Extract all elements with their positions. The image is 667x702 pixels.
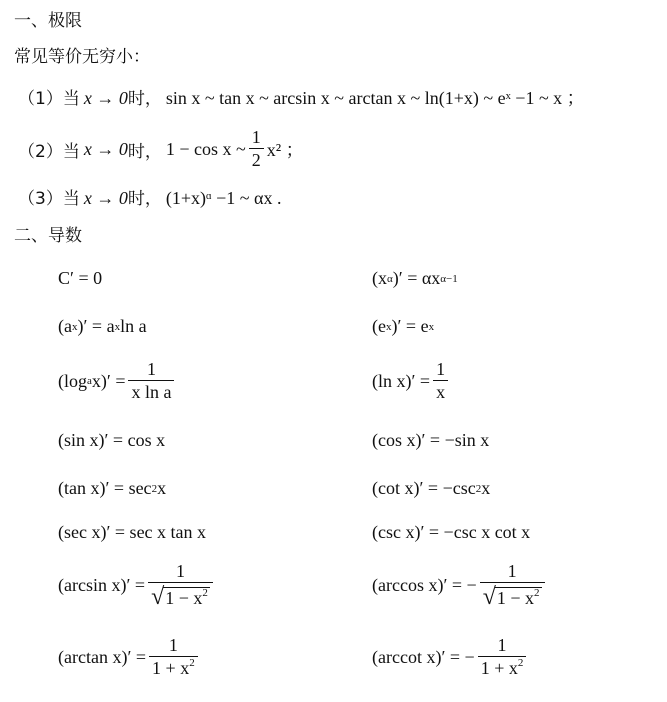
fraction-denominator: x ln a: [128, 380, 174, 403]
square-root: [483, 585, 542, 609]
derivative-tan: (tan x)′ = sec 2 x: [58, 478, 167, 498]
formula-text: )′ = a: [77, 316, 115, 336]
formula-text: (ln x)′ =: [372, 370, 431, 391]
fraction: [480, 562, 545, 609]
fraction-numerator: 1: [507, 561, 517, 581]
formula-text: (arccot x)′ = −: [372, 646, 475, 667]
formula-text: x: [481, 478, 491, 498]
limit-line-2: [18, 128, 304, 171]
formula-text: (sec x)′ = sec x tan x: [58, 522, 207, 542]
square-root: [151, 585, 210, 609]
fraction-denominator: [148, 582, 213, 609]
cond-prefix: 当: [62, 89, 80, 109]
superscript: 2: [517, 656, 524, 669]
cond-prefix: 当: [62, 189, 80, 209]
derivative-cos: [372, 430, 489, 451]
radical-sign: √: [482, 583, 496, 610]
derivative-sin: [58, 430, 165, 451]
limit-num: （1）: [18, 89, 63, 109]
fraction-numerator: 1: [436, 359, 446, 379]
fraction-denominator: [480, 582, 545, 609]
formula-text: (cot x)′ = −csc: [372, 478, 476, 498]
fraction: [148, 562, 213, 609]
fraction-denominator: [478, 656, 527, 679]
cond-math: x → 0: [83, 188, 128, 208]
cond-suffix: 时，: [127, 89, 162, 109]
derivative-cot: (cot x)′ = −csc 2 x: [372, 478, 491, 498]
formula-text: (x: [372, 268, 387, 288]
formula-text: (a: [58, 316, 72, 336]
formula-text: x: [157, 478, 167, 498]
derivative-power: (x α )′ = αx α−1: [372, 268, 458, 288]
formula-text: (log: [58, 370, 87, 391]
limit-num: （2）: [18, 141, 63, 162]
fraction: [128, 360, 174, 403]
derivative-arcsin: [58, 562, 216, 609]
formula-text: )′ = e: [391, 316, 429, 336]
derivative-arccot: [372, 636, 529, 679]
fraction-numerator: 1: [251, 127, 261, 147]
formula-text: C′ = 0: [58, 268, 103, 288]
formula-text: ln a: [120, 316, 147, 336]
formula-text: x)′ =: [91, 370, 126, 391]
formula-text: (csc x)′ = −csc x cot x: [372, 522, 531, 542]
cond-prefix: 当: [62, 141, 80, 162]
limit-formula-left: 1 − cos x ~: [165, 138, 246, 159]
limit-formula-right: x² ；: [266, 140, 304, 161]
limit-formula: (1+x)ᵅ −1 ~ αx .: [165, 188, 282, 208]
radicand: [495, 587, 542, 609]
formula-text: 1 + x: [480, 657, 518, 678]
fraction: [249, 128, 264, 171]
derivative-exp-a: (a x )′ = a x ln a: [58, 316, 147, 336]
derivative-sec: [58, 522, 206, 543]
formula-text: (sin x)′ = cos x: [58, 430, 166, 450]
formula-text: 1 + x: [152, 657, 190, 678]
cond-suffix: 时，: [127, 141, 162, 162]
formula-text: 1 − x: [165, 588, 203, 609]
limit-line-1: [18, 84, 585, 110]
derivative-log: (log a x)′ = $\frac{1}{\text{x ln a}}$: [58, 360, 177, 403]
formula-text: (arctan x)′ =: [58, 646, 147, 667]
superscript: 2: [534, 587, 540, 600]
equiv-heading: 常见等价无穷小：: [14, 47, 150, 67]
fraction: [149, 636, 198, 679]
fraction: [433, 360, 448, 403]
formula-text: 1 − x: [496, 588, 535, 609]
cond-math: x → 0: [83, 138, 128, 159]
formula-text: (tan x)′ = sec: [58, 478, 152, 498]
fraction: [478, 636, 527, 679]
formula-text: (cos x)′ = −sin x: [372, 430, 490, 450]
superscript: 2: [189, 656, 195, 669]
fraction-denominator: x: [433, 380, 448, 403]
derivative-arctan: [58, 636, 201, 679]
derivative-ln: [372, 360, 451, 403]
cond-math: x → 0: [83, 88, 128, 108]
fraction-numerator: 1: [497, 635, 507, 655]
limit-line-3: [18, 184, 281, 209]
formula-text: (arccos x)′ = −: [372, 574, 477, 595]
formula-text: )′ = αx: [392, 268, 441, 288]
section-limit-heading: 一、极限: [14, 11, 82, 31]
derivative-constant: [58, 268, 102, 289]
radicand: [163, 587, 210, 609]
fraction-numerator: 1: [168, 635, 178, 655]
limit-num: （3）: [18, 189, 63, 209]
fraction-denominator: 2: [249, 148, 264, 171]
superscript: 2: [202, 587, 208, 600]
derivative-csc: [372, 522, 530, 543]
section-derivative-heading: 二、导数: [14, 226, 82, 246]
fraction-denominator: [149, 656, 198, 679]
cond-suffix: 时，: [127, 189, 162, 209]
fraction-numerator: 1: [175, 561, 185, 581]
derivative-arccos: [372, 562, 548, 609]
formula-text: (e: [372, 316, 386, 336]
formula-text: (arcsin x)′ =: [58, 574, 146, 595]
fraction-numerator: 1: [146, 359, 156, 379]
derivative-exp-e: (e x )′ = e x: [372, 316, 435, 336]
limit-formula: sin x ~ tan x ~ arcsin x ~ arctan x ~ ln(1+x) ~ eˣ −1 ~ x ；: [165, 88, 585, 108]
radical-sign: √: [151, 583, 165, 610]
